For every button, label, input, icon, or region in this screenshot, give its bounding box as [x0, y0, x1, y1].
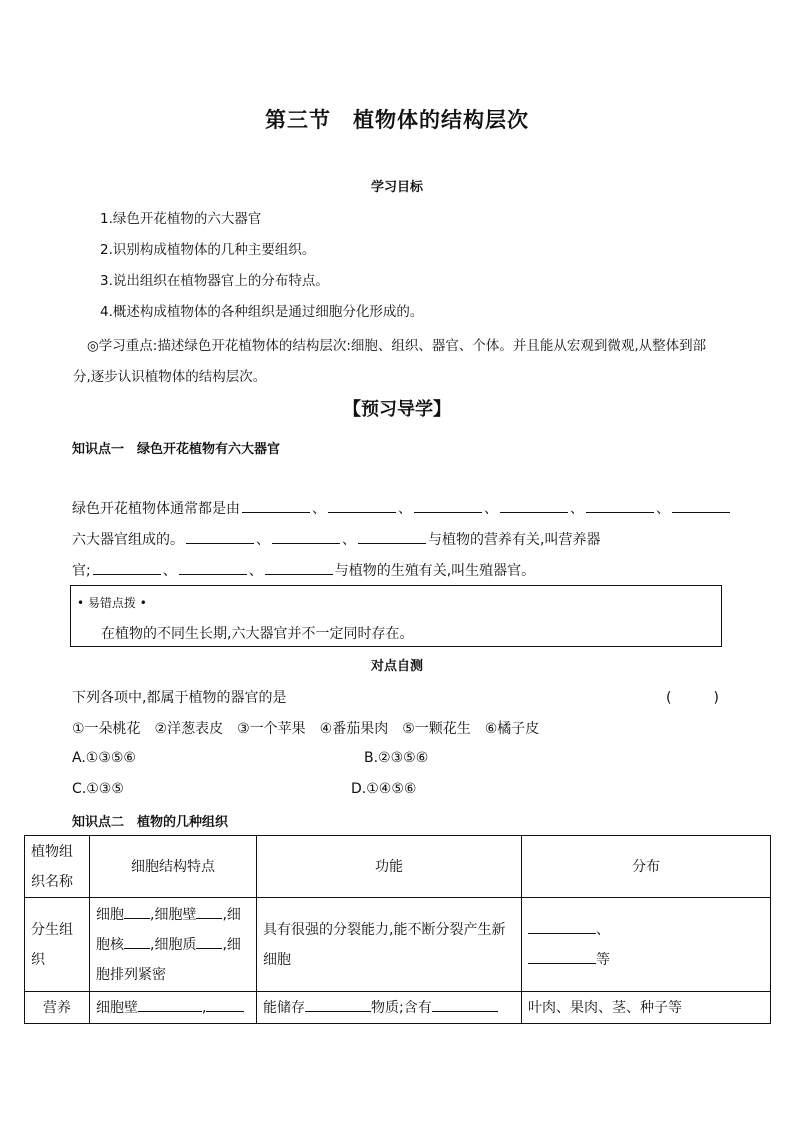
- separator: 、: [312, 501, 326, 517]
- goals-heading: 学习目标: [370, 180, 423, 195]
- separator: 、: [570, 501, 584, 517]
- structure-text: ,: [202, 999, 207, 1016]
- structure-text: ,细胞质: [150, 936, 197, 953]
- fill-blank[interactable]: [272, 529, 340, 544]
- tissue-table: [24, 835, 771, 1024]
- separator: 、: [162, 563, 177, 579]
- row-structure: [90, 992, 257, 1024]
- fill-blank[interactable]: [138, 997, 202, 1012]
- kp1-line-3: [72, 560, 535, 580]
- row-name: 营养: [25, 992, 90, 1024]
- separator: 、: [342, 532, 356, 548]
- kp1-line3-end: 与植物的生殖有关,叫生殖器官。: [334, 563, 536, 579]
- structure-text: 细胞: [96, 906, 124, 923]
- function-text: 物质;含有: [371, 999, 432, 1016]
- fill-blank[interactable]: [358, 529, 426, 544]
- row-distribution: 叶肉、果肉、茎、种子等: [522, 992, 771, 1024]
- header-tissue-name: 植物组织名称: [25, 836, 90, 898]
- fill-blank[interactable]: [93, 560, 161, 575]
- fill-blank[interactable]: [432, 997, 498, 1012]
- fill-blank[interactable]: [265, 560, 333, 575]
- tip-header: • 易错点拨 •: [77, 596, 147, 610]
- header-cell-structure: 细胞结构特点: [90, 836, 257, 898]
- fill-blank[interactable]: [414, 498, 482, 513]
- kp1-line2-end: 与植物的营养有关,叫营养器: [428, 532, 601, 548]
- separator: 、: [596, 921, 610, 938]
- option-b[interactable]: B.②③⑤⑥: [364, 750, 429, 766]
- structure-text: 细胞壁: [96, 999, 138, 1016]
- structure-text: ,细胞排列紧密: [96, 936, 241, 983]
- distribution-line: [528, 915, 764, 945]
- kp1-line-1: [72, 498, 732, 518]
- goal-item: 4.概述构成植物体的各种组织是通过细胞分化形成的。: [100, 304, 424, 320]
- separator: 、: [256, 532, 270, 548]
- section-title: 【预习导学】: [343, 399, 451, 420]
- separator: 、: [484, 501, 498, 517]
- option-d[interactable]: D.①④⑤⑥: [351, 781, 417, 797]
- fill-blank[interactable]: [242, 498, 310, 513]
- goal-item: 1.绿色开花植物的六大器官: [100, 211, 262, 227]
- tip-body: 在植物的不同生长期,六大器官并不一定同时存在。: [101, 626, 414, 642]
- table-header-row: [25, 836, 771, 898]
- tip-box: [70, 585, 722, 647]
- fill-blank[interactable]: [528, 919, 596, 934]
- page-title: 第三节 植物体的结构层次: [265, 108, 529, 132]
- row-function: 具有很强的分裂能力,能不断分裂产生新细胞: [257, 898, 522, 992]
- fill-blank[interactable]: [124, 934, 150, 949]
- header-distribution: 分布: [522, 836, 771, 898]
- fill-blank[interactable]: [305, 997, 371, 1012]
- fill-blank[interactable]: [586, 498, 654, 513]
- row-structure: [90, 898, 257, 992]
- separator: 、: [248, 563, 263, 579]
- function-text: 能储存: [263, 999, 305, 1016]
- fill-blank[interactable]: [672, 498, 730, 513]
- fill-blank[interactable]: [528, 949, 596, 964]
- structure-text: ,细胞壁: [150, 906, 197, 923]
- distribution-end: 等: [596, 951, 610, 968]
- option-c[interactable]: C.①③⑤: [72, 781, 124, 797]
- row-distribution: [522, 898, 771, 992]
- header-function: 功能: [257, 836, 522, 898]
- separator: 、: [656, 501, 670, 517]
- fill-blank[interactable]: [328, 498, 396, 513]
- question-items: ①一朵桃花 ②洋葱表皮 ③一个苹果 ④番茄果肉 ⑤一颗花生 ⑥橘子皮: [72, 721, 540, 737]
- key-points: ◎学习重点:描述绿色开花植物体的结构层次:细胞、组织、器官、个体。并且能从宏观到微观,从整体到部分,逐步认识植物体的结构层次。: [73, 338, 707, 385]
- fill-blank[interactable]: [196, 934, 222, 949]
- goal-item: 3.说出组织在植物器官上的分布特点。: [100, 273, 329, 289]
- kp1-line3-text: 官;: [72, 563, 91, 579]
- kp1-line2-text: 六大器官组成的。: [72, 532, 184, 548]
- answer-paren[interactable]: ( ): [666, 690, 719, 706]
- distribution-line: [528, 945, 764, 975]
- knowledge-point-1-title: 知识点一 绿色开花植物有六大器官: [72, 442, 281, 457]
- kp1-line1-text: 绿色开花植物体通常都是由: [72, 501, 240, 517]
- row-name: 分生组织: [25, 898, 90, 992]
- knowledge-point-2-title: 知识点二 植物的几种组织: [72, 815, 229, 830]
- fill-blank[interactable]: [196, 904, 222, 919]
- selftest-heading: 对点自测: [370, 659, 423, 674]
- table-row: [25, 992, 771, 1024]
- fill-blank[interactable]: [186, 529, 254, 544]
- fill-blank[interactable]: [206, 997, 244, 1012]
- goal-item: 2.识别构成植物体的几种主要组织。: [100, 242, 316, 258]
- kp1-line-2: [72, 529, 600, 549]
- fill-blank[interactable]: [500, 498, 568, 513]
- option-a[interactable]: A.①③⑤⑥: [72, 750, 136, 766]
- fill-blank[interactable]: [179, 560, 247, 575]
- table-row: [25, 898, 771, 992]
- structure-text: ,细胞核: [96, 906, 241, 953]
- fill-blank[interactable]: [124, 904, 150, 919]
- row-function: [257, 992, 522, 1024]
- separator: 、: [398, 501, 412, 517]
- question-text: 下列各项中,都属于植物的器官的是: [72, 690, 287, 706]
